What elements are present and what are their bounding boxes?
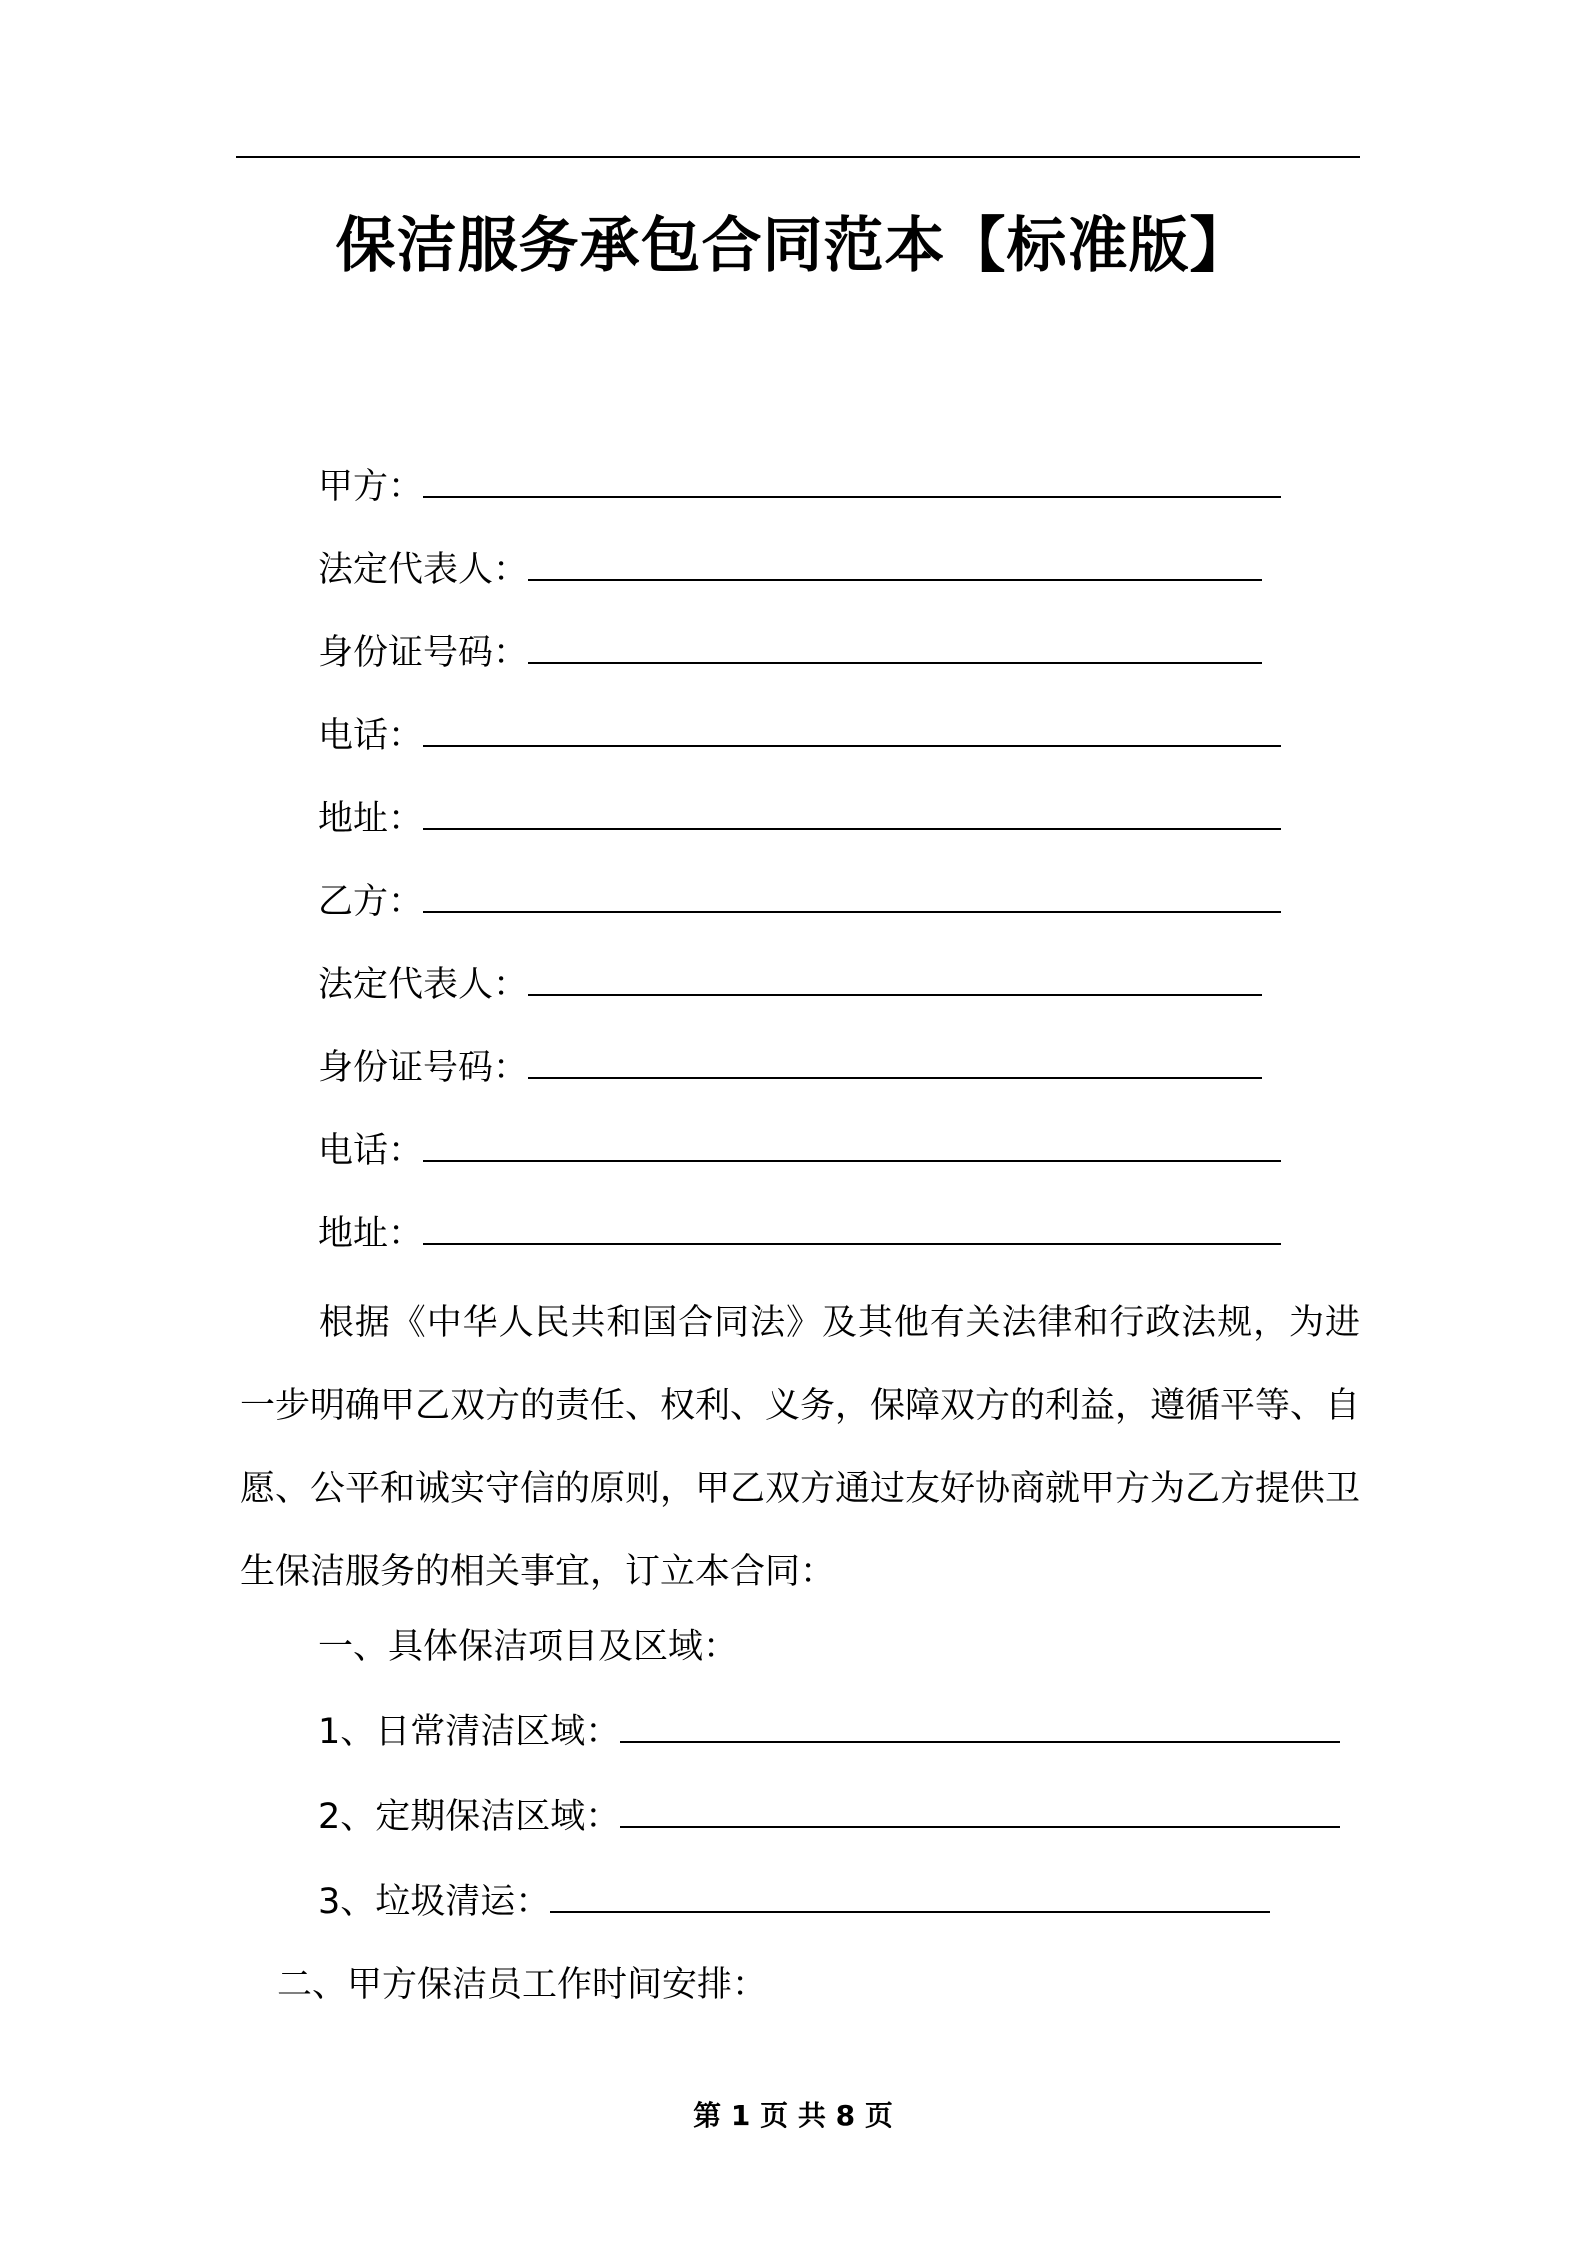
party-b-rep-label: 法定代表人： xyxy=(318,965,529,1005)
party-b-id-label: 身份证号码： xyxy=(318,1048,529,1088)
party-b-address-field[interactable] xyxy=(423,1207,1281,1245)
document-title: 保洁服务承包合同范本【标准版】 xyxy=(335,211,1251,281)
party-a-name-field[interactable] xyxy=(423,460,1281,498)
party-a-rep-row xyxy=(318,543,1262,595)
party-b-address-row xyxy=(318,1207,1281,1259)
party-a-name-label: 甲方： xyxy=(318,467,424,507)
section-1-item-2-row xyxy=(318,1790,1340,1842)
party-a-phone-row xyxy=(318,709,1281,761)
party-b-name-field[interactable] xyxy=(423,875,1281,913)
preamble-text: 根据《中华人民共和国合同法》及其他有关法律和行政法规，为进一步明确甲乙双方的责任、权利、义务，保障双方的利益，遵循平等、自愿、公平和诚实守信的原则，甲乙双方通过友好协商就甲方为乙方提供卫生保洁服务的相关事宜，订立本合同： xyxy=(240,1303,1361,1592)
party-a-id-label: 身份证号码： xyxy=(318,633,529,673)
party-b-phone-field[interactable] xyxy=(423,1124,1281,1162)
party-a-id-field[interactable] xyxy=(528,626,1262,664)
party-a-name-row xyxy=(318,460,1281,512)
preamble-paragraph xyxy=(240,1282,1360,1614)
party-b-name-label: 乙方： xyxy=(318,882,424,922)
party-b-id-row xyxy=(318,1041,1262,1093)
header-rule xyxy=(236,156,1360,158)
party-a-id-row xyxy=(318,626,1262,678)
garbage-removal-label: 3、垃圾清运： xyxy=(318,1882,551,1922)
party-b-rep-field[interactable] xyxy=(528,958,1262,996)
party-b-name-row xyxy=(318,875,1281,927)
party-a-phone-field[interactable] xyxy=(423,709,1281,747)
party-a-rep-field[interactable] xyxy=(528,543,1262,581)
party-a-rep-label: 法定代表人： xyxy=(318,550,529,590)
page-number-footer: 第 1 页 共 8 页 xyxy=(693,2099,893,2132)
section-1-item-3-row xyxy=(318,1875,1270,1927)
party-a-address-field[interactable] xyxy=(423,792,1281,830)
party-a-phone-label: 电话： xyxy=(318,716,424,756)
party-b-id-field[interactable] xyxy=(528,1041,1262,1079)
periodic-cleaning-area-field[interactable] xyxy=(620,1790,1340,1828)
party-a-address-row xyxy=(318,792,1281,844)
party-b-rep-row xyxy=(318,958,1262,1010)
periodic-cleaning-area-label: 2、定期保洁区域： xyxy=(318,1797,621,1837)
party-b-phone-label: 电话： xyxy=(318,1131,424,1171)
garbage-removal-field[interactable] xyxy=(550,1875,1270,1913)
section-2-heading: 二、甲方保洁员工作时间安排： xyxy=(277,1965,768,2005)
party-a-address-label: 地址： xyxy=(318,799,424,839)
section-1-heading: 一、具体保洁项目及区域： xyxy=(318,1627,739,1667)
daily-cleaning-area-label: 1、日常清洁区域： xyxy=(318,1712,621,1752)
daily-cleaning-area-field[interactable] xyxy=(620,1705,1340,1743)
party-b-address-label: 地址： xyxy=(318,1214,424,1254)
section-1-item-1-row xyxy=(318,1705,1340,1757)
party-b-phone-row xyxy=(318,1124,1281,1176)
